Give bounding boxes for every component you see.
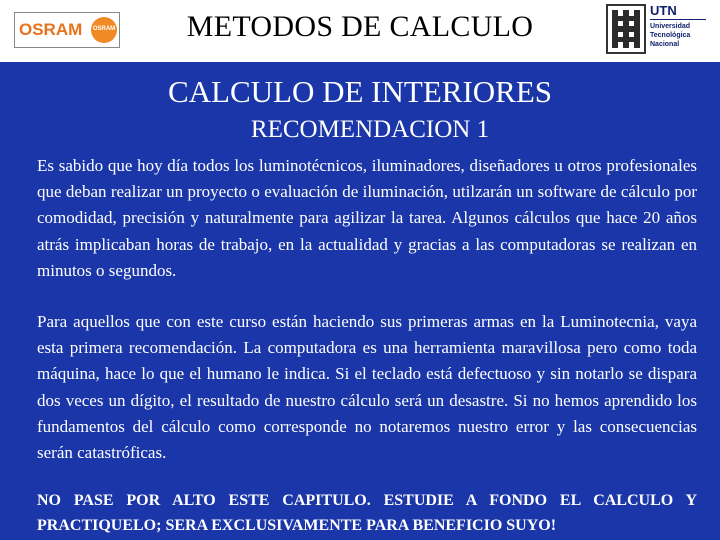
utn-line: Tecnológica bbox=[650, 32, 691, 39]
utn-logo bbox=[606, 4, 712, 56]
osram-bulb-icon bbox=[91, 17, 117, 43]
paragraph-recommendation: Para aquellos que con este curso están haciendo sus primeras armas en la Luminotecnia, vaya esta primera recomendación. La computadora es una herramienta maravillosa pero como toda máquina, hace lo que el humano le indica. Si el teclado está defectuoso y sin notarlo se dispara dos veces un dígito, el resultado de nuestro cálculo será un desastre. Si no hemos aprendido los fundamentos del cálculo como corresponde no notaremos nuestro error y las consecuencias serán catastróficas. bbox=[37, 312, 697, 463]
utn-line: Universidad bbox=[650, 23, 691, 30]
osram-bulb-text: OSRAM bbox=[92, 26, 116, 32]
slide-body bbox=[0, 62, 720, 540]
utn-divider bbox=[650, 19, 706, 20]
paragraph-intro: Es sabido que hoy día todos los luminotécnicos, iluminadores, diseñadores u otros profesionales que deban realizar un proyecto o evaluación de iluminación, utilzarán un software de cálculo por comodidad, precisión y naturalmente para agilizar la tarea. Algunos cálculos que hace 20 años atrás implicaban horas de trabajo, en la actualidad y gracias a las computadoras se realizan en minutos o segundos. bbox=[37, 156, 697, 280]
slide-subtitle: RECOMENDACION 1 bbox=[250, 116, 490, 143]
header-title: METODOS DE CALCULO bbox=[186, 10, 534, 43]
slide-header bbox=[0, 0, 720, 62]
utn-brand bbox=[650, 4, 710, 54]
slide-title: CALCULO DE INTERIORES bbox=[167, 74, 553, 109]
utn-emblem-icon bbox=[606, 4, 646, 54]
utn-abbr: UTN bbox=[650, 3, 677, 18]
utn-line: Nacional bbox=[650, 41, 680, 48]
paragraph-warning: NO PASE POR ALTO ESTE CAPITULO. ESTUDIE A FONDO EL CALCULO Y PRACTIQUELO; SERA EXCLUSIVAMENTE PARA BENEFICIO SUYO! bbox=[37, 492, 697, 534]
osram-logo-text: OSRAM bbox=[19, 20, 83, 39]
osram-logo bbox=[14, 12, 120, 48]
